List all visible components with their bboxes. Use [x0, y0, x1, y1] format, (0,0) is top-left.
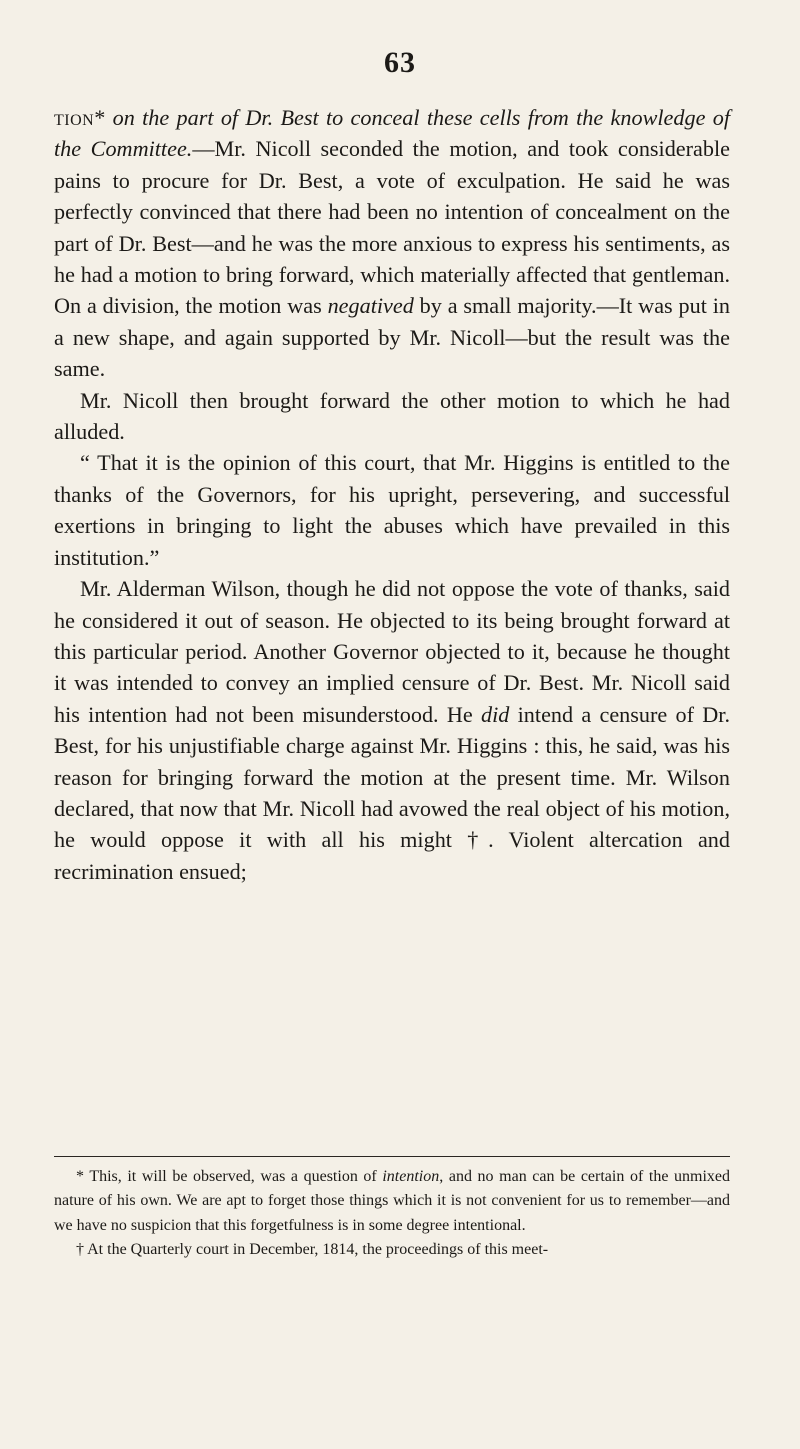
paragraph-1-emphasis: negatived [327, 293, 414, 319]
paragraph-1 [54, 102, 730, 385]
paragraph-3-quotation: “ That it is the opinion of this court, that Mr. Higgins is entitled to the thanks of the Governors, for his upright, persevering, and successful exertions in bringing to light the abuses which have prevailed in this institution.” [54, 450, 730, 570]
paragraph-2: Mr. Nicoll then brought forward the other motion to which he had alluded. [54, 387, 730, 445]
footnote-1-text: This, it will be observed, was a question of [84, 1168, 383, 1185]
footnote-2-mark: † [76, 1241, 84, 1259]
footnote-2-text: At the Quarterly court in December, 1814, the proceedings of this meet- [84, 1241, 549, 1259]
footnote-1 [54, 1165, 730, 1238]
footnote-1-emphasis: intention [382, 1168, 440, 1185]
footnotes [54, 1165, 730, 1263]
paragraph-4-emphasis: did [481, 701, 510, 727]
paragraph-1-lead: tion [54, 105, 95, 130]
paragraph-4-text: Mr. Alderman Wilson, though he did not oppose the vote of thanks, said he considered it out of season. He objected to its being brought forward at this particular period. Another Governor objected to it, because he thought it was intended to convey an implied censure of Dr. Best. Mr. Nicoll said his intention had not been misunderstood. He [54, 576, 730, 727]
paragraph-1-text-end: by a small majority.—It was put in a new shape, and again supported by Mr. Nicoll—but the result was the same. [54, 293, 730, 382]
footnote-1-mark: * [76, 1168, 84, 1185]
footnote-2 [54, 1238, 730, 1262]
page-number: 63 [384, 46, 416, 79]
footnote-divider [54, 1156, 730, 1157]
paragraph-1-text: —Mr. Nicoll seconded the motion, and took considerable pains to procure for Dr. Best, a vote of exculpation. He said he was perfectly convinced that there had been no intention of concealment on the part of Dr. Best—and he was the more anxious to express his sentiments, as he had a motion to bring forward, which materially affected that gentleman. On a division, the motion was [54, 136, 730, 319]
body-text [54, 102, 730, 887]
footnote-1-text-end: , and no man can be certain of the unmixed nature of his own. We are apt to forget those things which it is not convenient for us to remember—and we have no suspicion that this forgetfulness is in some degree intentional. [54, 1168, 731, 1234]
paragraph-4 [54, 573, 730, 887]
paragraph-1-italic: on the part of Dr. Best to conceal these cells from the knowledge of the Committee. [54, 105, 730, 162]
footnote-ref-asterisk: * [94, 105, 106, 130]
paragraph-4-text-end: intend a censure of Dr. Best, for his unjustifiable charge against Mr. Higgins : this, he said, was his reason for bringing forward the motion at the present time. Mr. Wilson declared, that now that Mr. Nicoll had avowed the real object of his motion, he would oppose it with all his might †. Violent altercation and recrimination ensued; [54, 701, 730, 884]
